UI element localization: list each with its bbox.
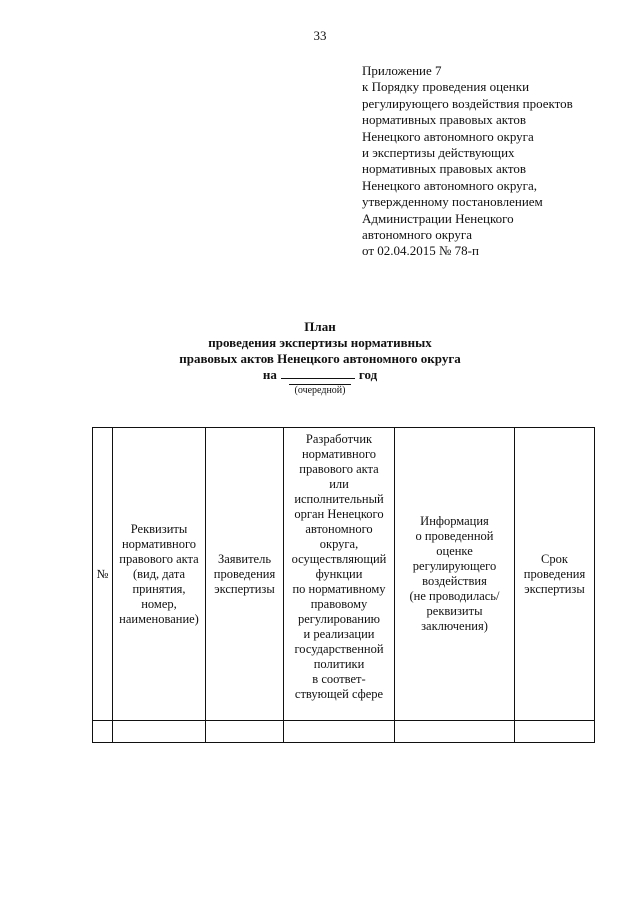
header-deadline: Срок проведения экспертизы bbox=[515, 428, 595, 721]
plan-table bbox=[92, 427, 595, 743]
appendix-line: Приложение 7 bbox=[362, 63, 442, 78]
appendix-line: нормативных правовых актов bbox=[362, 161, 527, 177]
header-act-details: Реквизиты нормативного правового акта (вид, дата принятия, номер, наименование) bbox=[113, 428, 206, 721]
header-developer: Разработчик нормативного правового акта или исполнительный орган Ненецкого автономного округа, осуществляющий функции по нормативному правовому регулированию и реализации государственной политики в соответ- ствующей сфере bbox=[284, 428, 395, 721]
appendix-line: нормативных правовых актов bbox=[362, 112, 527, 128]
appendix-line: автономного округа bbox=[362, 227, 472, 243]
appendix-line: Администрации Ненецкого bbox=[362, 210, 514, 226]
header-number: № bbox=[93, 428, 113, 721]
table-cell bbox=[395, 721, 515, 743]
header-applicant: Заявитель проведения экспертизы bbox=[206, 428, 284, 721]
table-cell bbox=[93, 721, 113, 743]
appendix-line: Ненецкого автономного округа, bbox=[362, 177, 537, 193]
table-row bbox=[93, 721, 595, 743]
appendix-line: Ненецкого автономного округа bbox=[362, 128, 534, 144]
year-blank bbox=[281, 367, 355, 379]
year-suffix: год bbox=[358, 367, 378, 382]
document-title bbox=[0, 319, 640, 383]
year-line bbox=[0, 367, 640, 383]
table-cell bbox=[515, 721, 595, 743]
appendix-line: и экспертизы действующих bbox=[362, 145, 515, 161]
table-header-row bbox=[93, 428, 595, 721]
appendix-note bbox=[362, 63, 632, 260]
year-prefix: на bbox=[262, 367, 277, 382]
table-cell bbox=[206, 721, 284, 743]
year-note bbox=[0, 384, 640, 396]
page-number: 33 bbox=[313, 28, 327, 43]
title-line: План bbox=[304, 319, 336, 334]
table-cell bbox=[113, 721, 206, 743]
title-line: проведения экспертизы нормативных bbox=[208, 335, 432, 350]
header-assessment-info: Информация о проведенной оценке регулирующего воздействия (не проводилась/ реквизиты заключения) bbox=[395, 428, 515, 721]
appendix-line: от 02.04.2015 № 78-п bbox=[362, 243, 479, 259]
title-line: правовых актов Ненецкого автономного округа bbox=[179, 351, 461, 366]
appendix-line: утвержденному постановлением bbox=[362, 194, 543, 210]
appendix-line: к Порядку проведения оценки bbox=[362, 79, 530, 95]
table-cell bbox=[284, 721, 395, 743]
year-note-text: (очередной) bbox=[289, 384, 352, 396]
appendix-line: регулирующего воздействия проектов bbox=[362, 95, 573, 111]
